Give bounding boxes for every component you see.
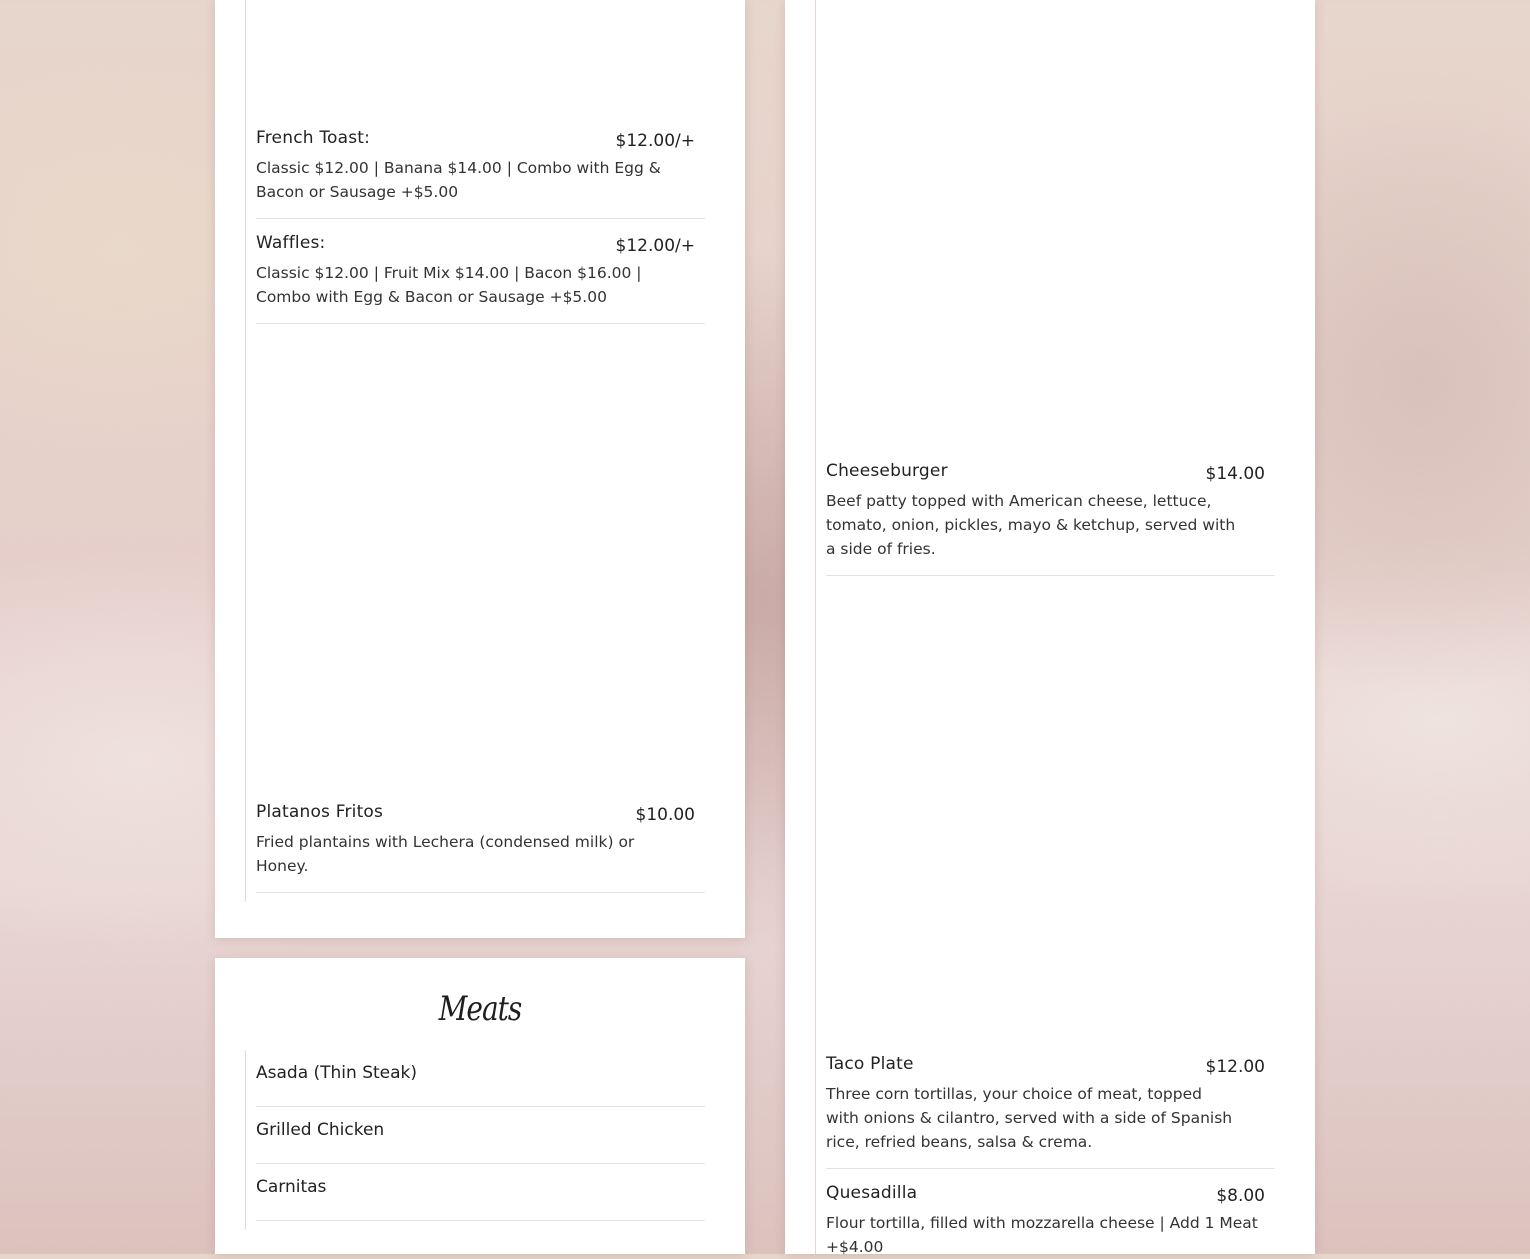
item-title: Quesadilla (826, 1183, 918, 1203)
item-title: French Toast: (256, 128, 371, 148)
meat-option[interactable]: Carnitas (256, 1177, 327, 1197)
vertical-rule (245, 1050, 246, 1230)
item-price: $12.00/+ (615, 131, 695, 151)
item-title: Taco Plate (826, 1054, 914, 1074)
section-title-meats: Meats (438, 988, 522, 1029)
meat-option[interactable]: Grilled Chicken (256, 1120, 385, 1140)
breakfast-menu-card (215, 0, 745, 938)
item-price: $8.00 (1216, 1186, 1265, 1206)
item-price: $10.00 (635, 805, 695, 825)
item-title: Cheeseburger (826, 461, 948, 481)
meat-option[interactable]: Asada (Thin Steak) (256, 1063, 418, 1083)
lunch-menu-card (785, 0, 1315, 1254)
meats-card (215, 958, 745, 1254)
item-title: Platanos Fritos (256, 802, 384, 822)
item-price: $12.00/+ (615, 236, 695, 256)
item-price: $14.00 (1205, 464, 1265, 484)
item-description: Classic $12.00 | Banana $14.00 | Combo with Egg & Bacon or Sausage +$5.00 (256, 159, 661, 201)
item-divider (256, 323, 705, 324)
vertical-rule (245, 0, 246, 902)
vertical-rule (815, 0, 816, 1254)
item-divider (256, 218, 705, 219)
item-divider (256, 892, 705, 893)
item-description: Flour tortilla, filled with mozzarella cheese | Add 1 Meat +$4.00 (826, 1214, 1258, 1256)
item-description: Three corn tortillas, your choice of meat, topped with onions & cilantro, served with a side of Spanish rice, refried beans, salsa & crema. (826, 1085, 1233, 1151)
item-description: Fried plantains with Lechera (condensed milk) or Honey. (256, 833, 635, 875)
item-divider (256, 1163, 705, 1164)
item-title: Waffles: (256, 233, 326, 253)
item-description: Beef patty topped with American cheese, lettuce, tomato, onion, pickles, mayo & ketchup, served with a side of fries. (826, 492, 1236, 558)
item-divider (256, 1220, 705, 1221)
item-divider (826, 1168, 1275, 1169)
item-divider (826, 575, 1275, 576)
item-price: $12.00 (1205, 1057, 1265, 1077)
item-divider (256, 1106, 705, 1107)
item-description: Classic $12.00 | Fruit Mix $14.00 | Bacon $16.00 | Combo with Egg & Bacon or Sausage +$5.00 (256, 264, 642, 306)
